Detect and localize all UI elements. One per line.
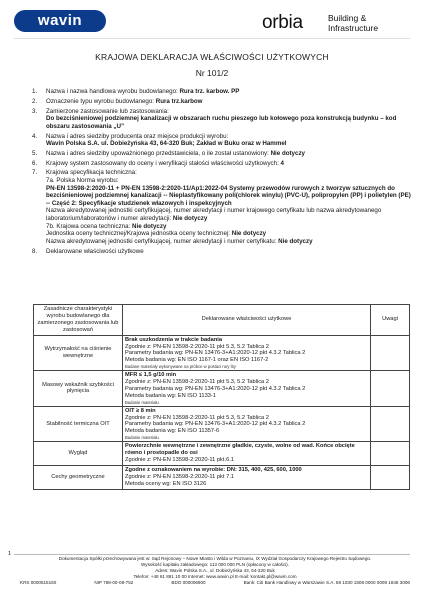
item-number: 3. — [32, 107, 38, 115]
item-4 — [32, 133, 412, 148]
footer-bank: Bank: Citi Bank Handlowy w Warszawie S.A. 58 1030 1508 0000 0008 1846 3006 — [243, 580, 410, 585]
row-characteristic: Cechy geometryczne — [34, 466, 123, 490]
orbia-tagline-line1: Building & — [328, 13, 367, 23]
item-1 — [32, 88, 412, 96]
wavin-logo — [14, 10, 106, 32]
item-number: 4. — [32, 132, 38, 140]
item-value: 4 — [280, 159, 284, 167]
item-label: Zamierzone zastosowanie lub zastosowania: — [46, 107, 169, 115]
row-line: Zgodnie z: PN-EN 13598-2:2020-11 pkt 5.3, 5.2 Tablica 2 — [125, 379, 269, 386]
item-7a-label: 7a. Polska Norma wyrobu: — [46, 177, 119, 185]
document-title: KRAJOWA DEKLARACJA WŁAŚCIWOŚCI UŻYTKOWYCH — [95, 52, 329, 62]
row-remarks — [371, 406, 410, 442]
item-value: Nie dotyczy — [270, 149, 305, 157]
item-label: Krajowa specyfikacja techniczna: — [46, 169, 137, 177]
item-7b-value: Nie dotyczy — [132, 222, 167, 230]
row-line: Metoda oceny wg: EN ISO 3126 — [125, 480, 207, 487]
row-declared — [123, 406, 371, 442]
row-characteristic: Wygląd — [34, 442, 123, 466]
footer-krs: KRS 0000515160 — [20, 580, 57, 585]
footer-registry-row — [20, 580, 410, 586]
row-line: Metoda badania wg: EN ISO 1133-1 — [125, 392, 216, 399]
item-label: Nazwa i adres siedziby producenta oraz miejsce produkcji wyrobu: — [46, 132, 229, 140]
item-7b-line1-value: Nie dotyczy — [231, 230, 267, 238]
row-line: Parametry badania wg: PN-EN 13476-3+A1:2020-12 pkt 4.3.2 Tablica 2 — [125, 350, 306, 357]
item-number: 7. — [32, 169, 38, 177]
footer-line: Wysokość kapitału zakładowego: 113 000 000 PLN (opłacony w całości). — [141, 562, 289, 567]
item-6 — [32, 160, 412, 168]
row-small-note: Badane materiały wykonywane na próbce w postaci rury lity — [125, 363, 236, 369]
item-value: Do bezciśnieniowej podziemnej kanalizacji w obszarach ruchu pieszego lub kołowego poza konstrukcją budynku – kod obszaru zastosowania „U” — [46, 115, 397, 130]
item-7 — [32, 169, 412, 245]
item-number: 5. — [32, 149, 38, 157]
item-number: 8. — [32, 247, 38, 255]
row-line: Zgodnie z: PN-EN 13598-2:2020-11 pkt 7.1 — [125, 474, 234, 480]
row-line: Zgodnie z: PN-EN 13598-2:2020-11 pkt 5.3, 5.2 Tablica 2 — [125, 343, 269, 350]
item-7b-label: 7b. Krajowa ocena techniczna: — [46, 222, 132, 230]
table-row — [34, 371, 410, 407]
row-declared — [123, 466, 371, 490]
row-declared-value: Zgodne z oznakowaniem na wyrobie: DN: 315, 400, 425, 600, 1000 — [125, 467, 302, 474]
table-row — [34, 406, 410, 442]
table-header-row — [34, 305, 410, 336]
orbia-tagline — [328, 13, 418, 33]
item-value: Wavin Polska S.A. ul. Dobieżyńska 43, 64-320 Buk; Zakład w Buku oraz w Hammel — [46, 140, 287, 148]
item-7b-line2-value: Nie dotyczy — [278, 237, 313, 245]
footer-divider — [14, 554, 410, 555]
item-label: Nazwa i nazwa handlowa wyrobu budowlanego: — [46, 88, 180, 95]
row-declared-value: MFR ≤ 1,5 g/10 min — [125, 372, 177, 379]
header-divider — [14, 38, 410, 39]
table-header-declared: Deklarowane właściwości użytkowe — [123, 305, 371, 336]
footer-contact-line: Telefon: +48 61 891 10 00 Internet: www.wavin.pl E-mail: kontakt.pl@wavin.com — [133, 574, 297, 579]
item-number: 6. — [32, 159, 38, 167]
row-line: Metoda badania wg: EN ISO 11357-6 — [125, 428, 220, 435]
item-7b-line2: Nazwa akredytowanej jednostki certyfikującej, numer akredytacji i numer certyfikatu: — [46, 237, 279, 245]
row-declared-value: Powierzchnie wewnętrzne i zewnętrzne gładkie, czyste, wolne od wad. Końce obcięte równo i prostopadle do osi — [125, 443, 355, 457]
table-header-characteristics: Zasadnicze charakterystyki wyrobu budowlanego dla zamierzonego zastosowania lub zastosowań — [34, 305, 123, 336]
row-declared-value: Brak uszkodzenia w trakcie badania — [125, 336, 223, 343]
row-remarks — [371, 442, 410, 466]
row-line: Parametry badania wg: PN-EN 13476-3+A1:2020-12 pkt 4.3.2 Tablica 2 — [125, 421, 306, 428]
item-number: 1. — [32, 88, 38, 95]
item-7a-standard: PN-EN 13598-2:2020-11 + PN-EN 13598-2:2020-11/Ap1:2022-04 Systemy przewodów rurowych z tworzyw sztucznych do bezciśnieniowej podziemnej kanalizacji -- Nieplastyfikowany poli(chlorek winylu) (PVC-U), polipropylen (PP) i polietylen (PE) -- Część 2: Specyfikacje studzienek włazowych i inspekcyjnych — [46, 184, 411, 207]
row-line: Zgodnie z: PN-EN 13598-2:2020-11 pkt 5.3, 5.2 Tablica 2 — [125, 414, 269, 421]
item-number: 2. — [32, 97, 38, 105]
item-5 — [32, 150, 412, 158]
item-3 — [32, 108, 412, 131]
table-row — [34, 442, 410, 466]
item-value: Rura trz. karbow. PP — [179, 88, 240, 95]
item-label: Oznaczenie typu wyrobu budowlanego: — [46, 97, 156, 105]
table-row — [34, 466, 410, 490]
item-7a-certification: Nazwa akredytowanej jednostki certyfikującej, numer akredytacji i numer krajowego certyfikatu lub nazwa akredytowanego laboratorium/laboratoriów i numer akredytacji: — [46, 207, 382, 223]
item-2 — [32, 98, 412, 106]
footer-bdo: BDO 000006900 — [171, 580, 206, 585]
item-value: Rura trz.karbow — [155, 97, 203, 105]
row-characteristic: Wytrzymałość na ciśnienie wewnętrzne — [34, 335, 123, 371]
row-declared — [123, 371, 371, 407]
footer-line: Adres: Wavin Polska S.A., ul. Dobieżyńska 43, 64-320 Buk — [155, 568, 275, 573]
row-declared-value: OIT ≥ 8 min — [125, 407, 156, 414]
footer-line: Dokumentacja Spółki przechowywana jest w: Sąd Rejonowy – Nowe Miasto i Wilda w Poznaniu, IX Wydział Gospodarczy Krajowego Rejestru Sądowego. — [58, 556, 372, 561]
row-line: Parametry badania wg: PN-EN 13476-3+A1:2020-12 pkt 4.3.2 Tablica 2 — [125, 385, 306, 392]
row-remarks — [371, 335, 410, 371]
page-footer — [20, 556, 410, 586]
declaration-body — [32, 88, 412, 257]
row-characteristic: Stabilność termiczna OIT — [34, 406, 123, 442]
orbia-tagline-line2: Infrastructure — [328, 23, 379, 33]
row-line: Metoda badania wg: EN ISO 1167-1 oraz EN ISO 1167-2 — [125, 357, 269, 364]
table-row — [34, 335, 410, 371]
wavin-logo-text: wavin — [37, 12, 83, 29]
table-header-remarks: Uwagi — [371, 305, 410, 336]
row-characteristic: Masowy wskaźnik szybkości płynięcia — [34, 371, 123, 407]
row-small-note: Badanie materiału — [125, 399, 159, 405]
row-declared — [123, 442, 371, 466]
page-header — [0, 0, 424, 40]
item-7b-line1: Jednostka oceny technicznej/Krajowa jednostka oceny technicznej: — [46, 230, 232, 238]
row-remarks — [371, 466, 410, 490]
item-label: Deklarowane właściwości użytkowe — [46, 247, 144, 255]
properties-table — [33, 304, 410, 490]
item-7a-certification-value: Nie dotyczy — [172, 215, 208, 223]
declaration-number: Nr 101/2 — [195, 68, 229, 78]
footer-nip: NIP 788-00-08-752 — [94, 580, 134, 585]
item-8 — [32, 248, 412, 256]
row-remarks — [371, 371, 410, 407]
item-label: Nazwa i adres siedziby upoważnionego przedstawiciela, o ile został ustanowiony: — [46, 149, 271, 157]
orbia-logo: orbia — [262, 12, 303, 33]
item-label: Krajowy system zastosowany do oceny i weryfikacji stałości właściwości użytkowych: — [46, 159, 281, 167]
row-line: Zgodnie z: PN-EN 13598-2:2020-11 pkt.6.1 — [125, 457, 234, 464]
row-small-note: Badanie materiału — [125, 435, 159, 441]
page-number: 1 — [8, 551, 12, 557]
row-declared — [123, 335, 371, 371]
